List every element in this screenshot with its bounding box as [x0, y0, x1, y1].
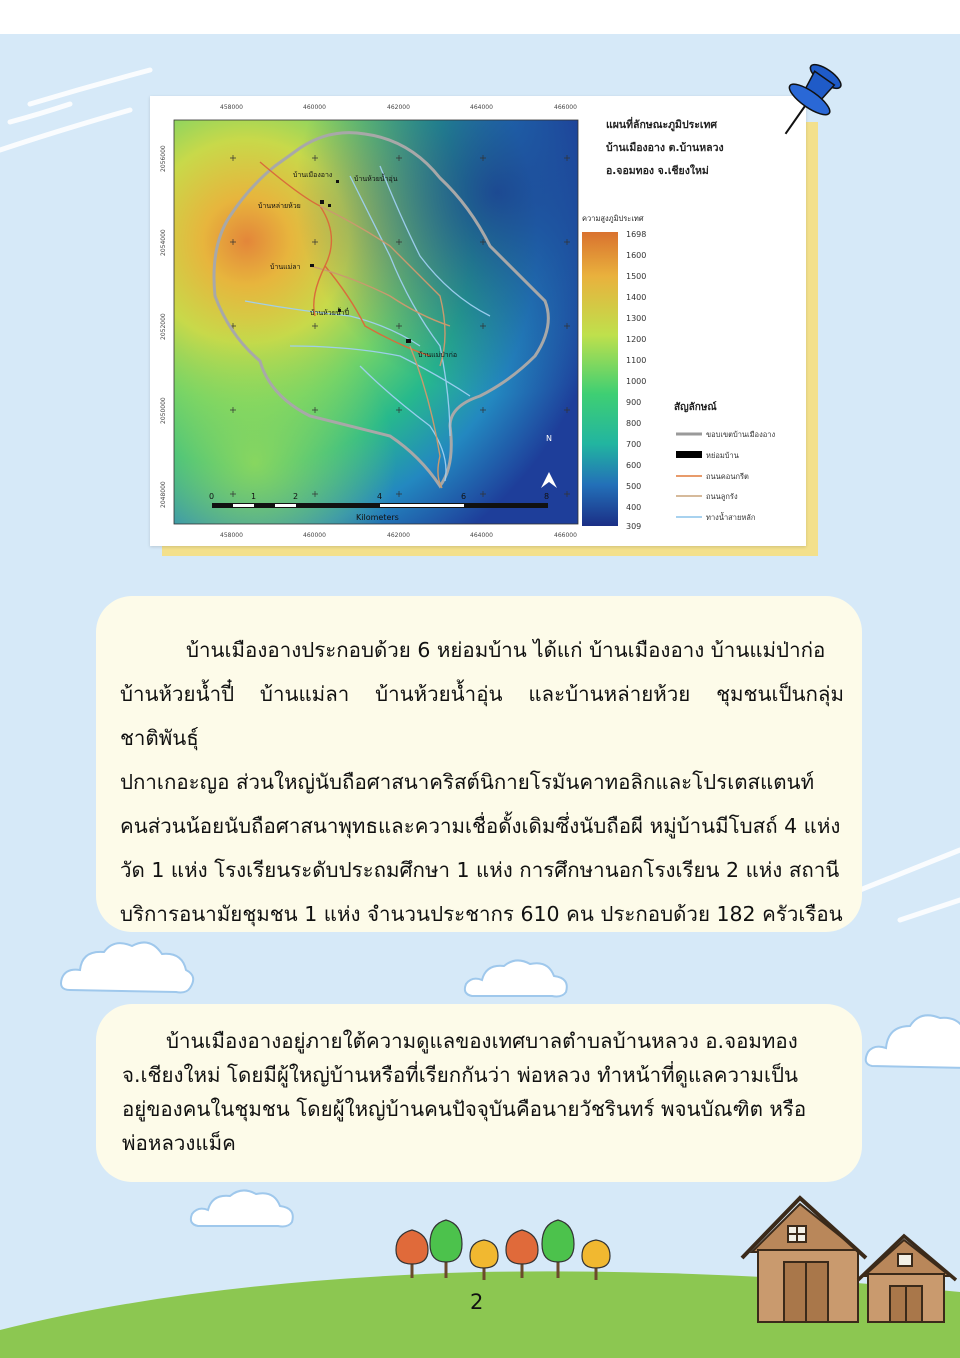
elevation-tick: 800: [626, 419, 642, 428]
trees-decoration: [396, 1220, 610, 1280]
x-coord-top: 458000: [220, 104, 243, 111]
elevation-tick: 400: [626, 503, 642, 512]
symbols-title: สัญลักษณ์: [674, 402, 717, 413]
scale-number: 2: [293, 492, 299, 501]
scale-number: 6: [461, 492, 467, 501]
elevation-tick: 1200: [626, 335, 647, 344]
paragraph-1-line: บ้านห้วยน้ำปี๋ บ้านแม่ลา บ้านห้วยน้ำอุ่น และบ้านหล่ายห้วย ชุมชนเป็นกลุ่มชาติพันธุ์: [120, 682, 844, 750]
village-label: บ้านแม่ลา: [270, 263, 301, 271]
x-coord-bottom: 462000: [387, 532, 410, 539]
scale-number: 0: [209, 492, 215, 501]
symbol-label: ทางน้ำสายหลัก: [706, 513, 756, 522]
x-coord-bottom: 466000: [554, 532, 577, 539]
wooden-house-large: [742, 1198, 866, 1322]
paragraph-2-line: จ.เชียงใหม่ โดยมีผู้ใหญ่บ้านหรือที่เรียกกันว่า พ่อหลวง ทำหน้าที่ดูแลความเป็น: [122, 1063, 799, 1087]
symbol-label: ขอบเขตบ้านเมืองอาง: [706, 430, 776, 439]
symbol-label: ถนนลูกรัง: [706, 492, 738, 501]
elevation-tick: 600: [626, 461, 642, 470]
x-coord-top: 464000: [470, 104, 493, 111]
elevation-tick: 1000: [626, 377, 647, 386]
scale-number: 1: [251, 492, 257, 501]
village-label: บ้านห้วยน้ำอุ่น: [354, 175, 398, 183]
village-label: บ้านห้วยน้ำปี๋: [310, 309, 349, 317]
map-title-line-2: บ้านเมืองอาง ต.บ้านหลวง: [606, 142, 724, 154]
y-coord-left: 2052000: [160, 313, 167, 340]
village-label: บ้านแม่ป่าก่อ: [418, 351, 458, 359]
y-coord-left: 2054000: [160, 229, 167, 256]
village-label: บ้านเมืองอาง: [293, 171, 333, 179]
y-coord-left: 2056000: [160, 145, 167, 172]
elevation-tick: 900: [626, 398, 642, 407]
symbol-label: ถนนคอนกรีต: [706, 472, 749, 481]
symbol-label: หย่อมบ้าน: [706, 451, 739, 460]
paragraph-1-line: ปกาเกอะญอ ส่วนใหญ่นับถือศาสนาคริสต์นิกายโรมันคาทอลิกและโปรเตสแตนท์: [120, 770, 815, 794]
paragraph-2-line: บ้านเมืองอางอยู่ภายใต้ความดูแลของเทศบาลตำบลบ้านหลวง อ.จอมทอง: [166, 1029, 798, 1053]
paragraph-1-line: บ้านเมืองอางประกอบด้วย 6 หย่อมบ้าน ได้แก่ บ้านเมืองอาง บ้านแม่ป่าก่อ: [186, 638, 826, 662]
wooden-house-small: [858, 1236, 956, 1322]
elevation-tick: 309: [626, 522, 642, 531]
x-coord-bottom: 460000: [303, 532, 326, 539]
paragraph-1-line: บริการอนามัยชุมชน 1 แห่ง จำนวนประชากร 610 คน ประกอบด้วย 182 ครัวเรือน: [120, 902, 843, 926]
elevation-tick: 500: [626, 482, 642, 491]
village-label: บ้านหล่ายห้วย: [258, 202, 301, 210]
paragraph-2-line: อยู่ของคนในชุมชน โดยผู้ใหญ่บ้านคนปัจจุบันคือนายวัชรินทร์ พจนบัณฑิต หรือ: [122, 1097, 807, 1121]
elevation-tick: 1698: [626, 230, 647, 239]
x-coord-top: 466000: [554, 104, 577, 111]
paragraph-2-line: พ่อหลวงแม็ค: [122, 1131, 236, 1155]
scale-number: 4: [377, 492, 383, 501]
x-coord-bottom: 458000: [220, 532, 243, 539]
paragraph-1-line: วัด 1 แห่ง โรงเรียนระดับประถมศึกษา 1 แห่ง การศึกษานอกโรงเรียน 2 แห่ง สถานี: [120, 858, 840, 882]
y-coord-left: 2048000: [160, 481, 167, 508]
x-coord-top: 462000: [387, 104, 410, 111]
x-coord-top: 460000: [303, 104, 326, 111]
y-coord-left: 2050000: [160, 397, 167, 424]
scale-unit: Kilometers: [356, 513, 399, 522]
elevation-tick: 1300: [626, 314, 647, 323]
map-title-line-3: อ.จอมทอง จ.เชียงใหม่: [606, 165, 709, 177]
paragraph-1-line: คนส่วนน้อยนับถือศาสนาพุทธและความเชื่อดั้งเดิมซึ่งนับถือผี หมู่บ้านมีโบสถ์ 4 แห่ง: [120, 814, 841, 838]
elevation-tick: 1500: [626, 272, 647, 281]
elevation-tick: 1600: [626, 251, 647, 260]
elevation-legend-title: ความสูงภูมิประเทศ: [582, 214, 644, 223]
elevation-tick: 1100: [626, 356, 647, 365]
elevation-tick: 1400: [626, 293, 647, 302]
elevation-tick: 700: [626, 440, 642, 449]
north-label: N: [546, 434, 552, 443]
x-coord-bottom: 464000: [470, 532, 493, 539]
map-title-line-1: แผนที่ลักษณะภูมิประเทศ: [606, 119, 718, 131]
scale-number: 8: [544, 492, 550, 501]
page-number: 2: [470, 1290, 484, 1314]
